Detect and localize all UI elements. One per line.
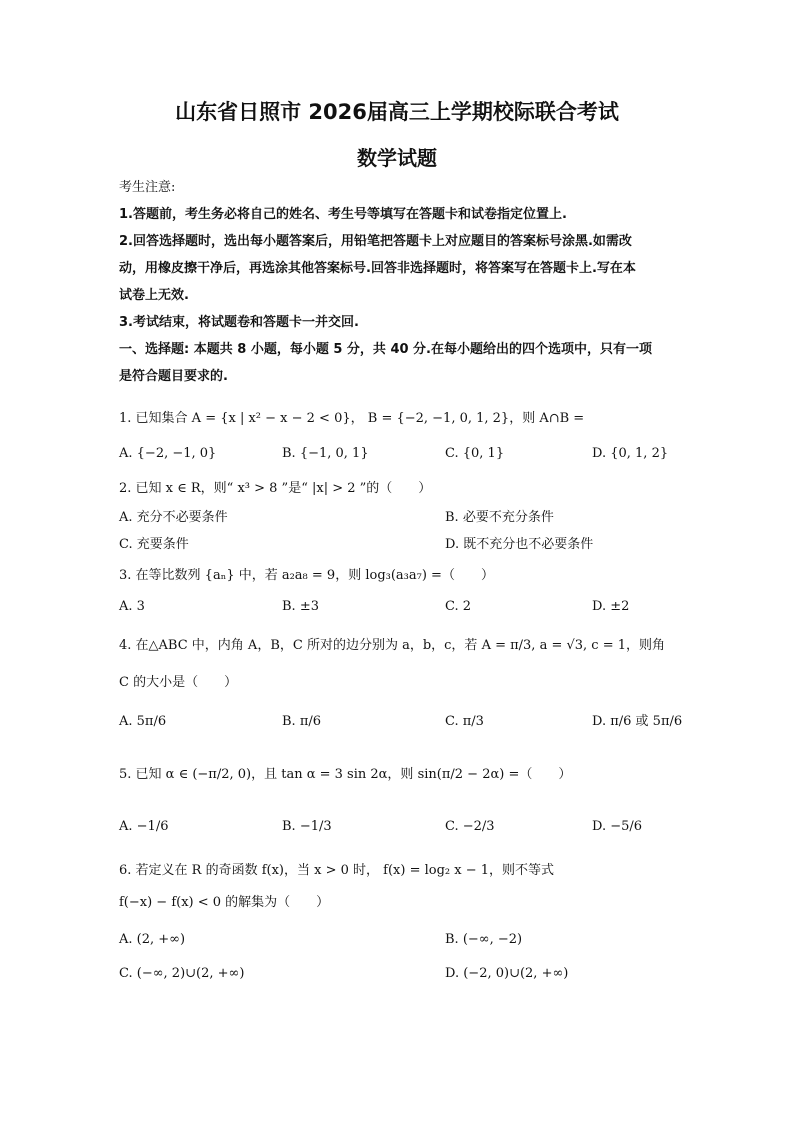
question-4-option-d: D. π/6 或 5π/6 (592, 714, 683, 729)
question-4-stem-line-1: 4. 在△ABC 中，内角 A，B，C 所对的边分别为 a，b，c，若 A = π/3, a = √3, c = 1，则角 (119, 638, 666, 653)
question-1-option-d: D. {0, 1, 2} (592, 446, 669, 461)
question-3-option-a: A. 3 (119, 599, 145, 614)
question-3-option-d: D. ±2 (592, 599, 630, 614)
notice-item-2-line-1: 2.回答选择题时，选出每小题答案后，用铅笔把答题卡上对应题目的答案标号涂黑.如需改 (119, 234, 632, 249)
question-6-stem-line-1: 6. 若定义在 R 的奇函数 f(x)，当 x > 0 时， f(x) = log₂ x − 1，则不等式 (119, 863, 555, 878)
question-5-option-b: B. −1/3 (282, 819, 332, 834)
exam-subtitle: 数学试题 (357, 146, 437, 170)
question-4-stem-line-2: C 的大小是（ ） (119, 675, 238, 690)
notice-item-2-line-3: 试卷上无效. (119, 288, 189, 303)
notice-item-1: 1.答题前，考生务必将自己的姓名、考生号等填写在答题卡和试卷指定位置上. (119, 207, 567, 222)
question-6-option-b: B. (−∞, −2) (445, 932, 523, 947)
question-4-option-c: C. π/3 (445, 714, 484, 729)
question-5-option-a: A. −1/6 (119, 819, 169, 834)
question-3-option-c: C. 2 (445, 599, 472, 614)
question-2-option-b: B. 必要不充分条件 (445, 510, 554, 525)
question-6-option-a: A. (2, +∞) (119, 932, 186, 947)
question-2-option-c: C. 充要条件 (119, 537, 189, 552)
question-2-option-d: D. 既不充分也不必要条件 (445, 537, 594, 552)
question-6-stem-line-2: f(−x) − f(x) < 0 的解集为（ ） (119, 895, 330, 910)
notice-item-3: 3.考试结束，将试题卷和答题卡一并交回. (119, 315, 359, 330)
section-heading-line-2: 是符合题目要求的. (119, 369, 228, 384)
question-5-option-c: C. −2/3 (445, 819, 495, 834)
question-5-option-d: D. −5/6 (592, 819, 643, 834)
question-1-option-b: B. {−1, 0, 1} (282, 446, 369, 461)
question-4-option-b: B. π/6 (282, 714, 322, 729)
question-4-option-a: A. 5π/6 (119, 714, 167, 729)
question-2-option-a: A. 充分不必要条件 (119, 510, 228, 525)
question-1-option-a: A. {−2, −1, 0} (119, 446, 217, 461)
section-heading-line-1: 一、选择题: 本题共 8 小题，每小题 5 分，共 40 分.在每小题给出的四个选项中，只有一项 (119, 342, 653, 357)
question-3-option-b: B. ±3 (282, 599, 319, 614)
question-2-stem: 2. 已知 x ∈ R，则“ x³ > 8 ”是“ |x| > 2 ”的（ ） (119, 481, 432, 496)
question-3-stem: 3. 在等比数列 {aₙ} 中，若 a₂a₈ = 9，则 log₃(a₃a₇) =（ ） (119, 568, 494, 583)
notice-item-2-line-2: 动，用橡皮擦干净后，再选涂其他答案标号.回答非选择题时，将答案写在答题卡上.写在本 (119, 261, 636, 276)
question-1-option-c: C. {0, 1} (445, 446, 505, 461)
question-6-option-d: D. (−2, 0)∪(2, +∞) (445, 966, 569, 981)
exam-title: 山东省日照市 2026届高三上学期校际联合考试 (175, 100, 619, 124)
question-5-stem: 5. 已知 α ∈ (−π/2, 0)，且 tan α = 3 sin 2α，则 sin(π/2 − 2α) =（ ） (119, 767, 572, 782)
question-1-stem: 1. 已知集合 A = {x | x² − x − 2 < 0}， B = {−2, −1, 0, 1, 2}，则 A∩B = (119, 411, 585, 426)
question-6-option-c: C. (−∞, 2)∪(2, +∞) (119, 966, 245, 981)
notice-heading: 考生注意: (119, 180, 176, 195)
